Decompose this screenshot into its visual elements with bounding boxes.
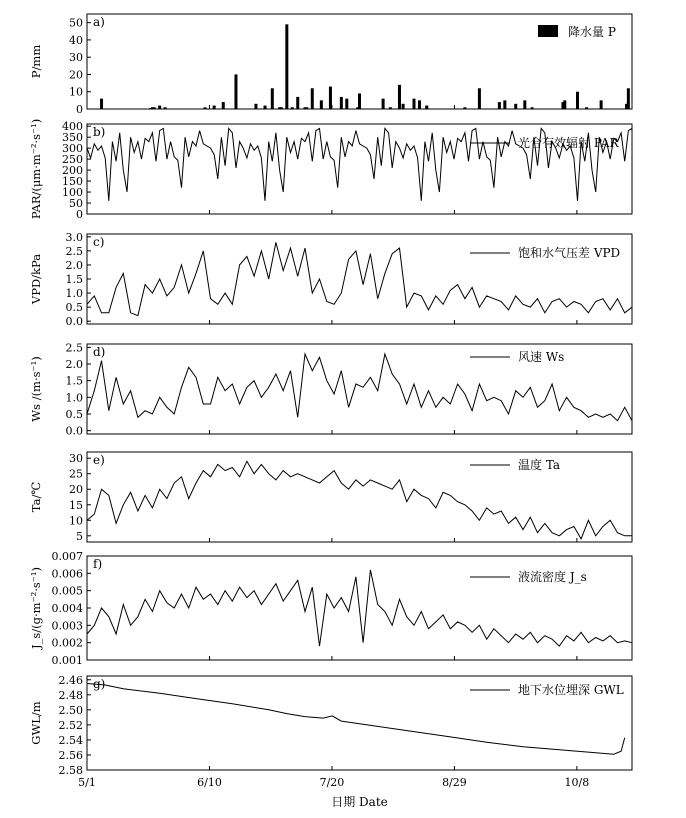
panel-e — [29, 452, 632, 543]
precip-bar — [478, 88, 481, 109]
precip-bar — [563, 100, 566, 109]
precip-bar — [389, 107, 392, 109]
panel-g — [29, 674, 632, 777]
y-axis-label: GWL/m — [29, 701, 43, 745]
y-tick-label: 2.5 — [65, 341, 83, 355]
y-tick-label: 30 — [69, 51, 83, 65]
panel-label: b) — [93, 125, 106, 139]
precip-bar — [418, 100, 421, 109]
precip-bar — [413, 99, 416, 109]
precip-bar — [222, 102, 225, 109]
precip-bar — [213, 106, 216, 109]
legend-label: 风速 Ws — [518, 350, 565, 364]
y-tick-label: 1.0 — [65, 391, 83, 405]
precip-bar — [503, 100, 506, 109]
precip-bar — [264, 106, 267, 109]
precip-bar — [627, 88, 630, 109]
y-tick-label: 2.58 — [58, 764, 83, 777]
legend-label: 饱和水气压差 VPD — [518, 246, 621, 260]
x-tick-label: 10/8 — [564, 776, 590, 789]
legend-swatch — [538, 25, 558, 37]
y-tick-label: 50 — [69, 197, 83, 211]
y-tick-label: 0.004 — [51, 602, 83, 615]
x-tick-label: 7/20 — [319, 776, 345, 789]
x-tick-label: 8/29 — [442, 776, 467, 789]
precip-bar — [305, 107, 308, 109]
panel-d — [29, 341, 632, 437]
y-axis-label: J_s/(g·m⁻²·s⁻¹) — [29, 567, 43, 649]
y-tick-label: 20 — [69, 68, 83, 82]
y-tick-label: 0.5 — [65, 408, 83, 421]
y-tick-label: 10 — [69, 514, 83, 528]
y-tick-label: 250 — [62, 153, 83, 167]
precip-bar — [514, 104, 517, 109]
precip-bar — [358, 93, 361, 109]
y-tick-label: 0 — [76, 208, 83, 221]
y-tick-label: 40 — [69, 33, 83, 47]
y-tick-label: 10 — [69, 85, 83, 99]
y-tick-label: 400 — [62, 120, 83, 134]
y-tick-label: 0.0 — [65, 315, 83, 329]
y-tick-label: 0.002 — [51, 636, 83, 650]
x-axis-label: 日期 Date — [331, 795, 388, 809]
precip-bar — [100, 99, 103, 109]
y-tick-label: 100 — [62, 186, 83, 200]
y-tick-label: 1.5 — [65, 374, 83, 388]
panel-c — [29, 231, 632, 328]
x-tick-label: 5/1 — [78, 776, 96, 789]
y-tick-label: 25 — [69, 467, 83, 481]
precip-bar — [329, 87, 332, 109]
legend-label: 光合有效辐射 PAR — [518, 136, 619, 150]
precip-bar — [340, 97, 343, 109]
y-axis-label: Ws /(m·s⁻¹) — [29, 356, 43, 422]
precip-bar — [463, 107, 466, 109]
y-tick-label: 2.0 — [65, 258, 83, 272]
y-tick-label: 50 — [69, 16, 83, 30]
precip-bar — [498, 102, 501, 109]
precip-bar — [585, 107, 588, 109]
y-tick-label: 1.0 — [65, 287, 83, 301]
legend-label: 液流密度 J_s — [518, 570, 587, 584]
panel-label: g) — [93, 677, 106, 691]
precip-bar — [296, 97, 299, 109]
panel-label: f) — [93, 557, 103, 571]
y-tick-label: 0.007 — [51, 550, 83, 563]
y-tick-label: 0.0 — [65, 424, 83, 438]
panel-label: a) — [93, 15, 105, 29]
precip-bar — [254, 104, 257, 109]
y-axis-label: P/mm — [29, 44, 43, 79]
y-tick-label: 2.50 — [58, 703, 83, 717]
precip-bar — [285, 24, 288, 109]
y-tick-label: 0.005 — [51, 584, 83, 598]
y-tick-label: 200 — [62, 164, 83, 178]
legend-label: 降水量 P — [568, 25, 616, 39]
precip-bar — [523, 100, 526, 109]
precip-bar — [576, 92, 579, 109]
y-tick-label: 1.5 — [65, 273, 83, 286]
legend-label: 温度 Ta — [518, 458, 561, 472]
y-tick-label: 0 — [76, 103, 83, 116]
precip-bar — [382, 99, 385, 109]
y-tick-label: 300 — [62, 142, 83, 156]
panel-a — [29, 14, 632, 116]
precip-bar — [600, 100, 603, 109]
y-tick-label: 2.48 — [58, 688, 83, 702]
precip-bar — [320, 100, 323, 109]
precip-bar — [204, 107, 207, 109]
y-axis-label: Ta/℃ — [29, 481, 43, 513]
y-tick-label: 2.46 — [58, 673, 83, 687]
y-tick-label: 0.006 — [51, 567, 83, 581]
y-axis-label: VPD/kPa — [29, 253, 43, 305]
precip-bar — [398, 85, 401, 109]
y-tick-label: 350 — [62, 131, 83, 145]
precip-bar — [291, 107, 294, 109]
y-tick-label: 2.5 — [65, 244, 83, 258]
precip-bar — [311, 88, 314, 109]
precip-bar — [425, 106, 428, 109]
panel-f — [29, 550, 632, 667]
y-tick-label: 150 — [62, 175, 83, 189]
precip-bar — [345, 99, 348, 109]
y-tick-label: 3.0 — [65, 230, 83, 244]
y-tick-label: 2.52 — [58, 718, 83, 732]
precip-bar — [234, 74, 237, 109]
panel-label: c) — [93, 235, 105, 249]
y-tick-label: 0.001 — [51, 654, 83, 667]
y-axis-label: PAR/(μm·m⁻²·s⁻¹) — [29, 118, 43, 220]
y-tick-label: 15 — [69, 498, 83, 512]
y-tick-label: 0.5 — [65, 301, 83, 315]
panel-label: e) — [93, 453, 105, 467]
y-tick-label: 0.003 — [51, 619, 83, 633]
y-tick-label: 2.56 — [58, 748, 83, 762]
y-tick-label: 20 — [69, 483, 83, 497]
series-line — [87, 461, 632, 539]
x-tick-label: 6/10 — [197, 776, 222, 789]
series-line — [87, 354, 632, 421]
panel-label: d) — [93, 345, 106, 359]
y-tick-label: 2.54 — [58, 733, 83, 747]
precip-bar — [280, 107, 283, 109]
precip-bar — [158, 106, 161, 109]
precip-bar — [164, 107, 167, 109]
y-tick-label: 30 — [69, 452, 83, 466]
y-tick-label: 2.0 — [65, 358, 83, 371]
precip-bar — [153, 107, 156, 109]
legend-label: 地下水位埋深 GWL — [518, 683, 624, 697]
precip-bar — [531, 107, 534, 109]
panel-b — [29, 119, 632, 221]
y-tick-label: 5 — [76, 529, 83, 543]
precip-bar — [402, 104, 405, 109]
precip-bar — [271, 88, 274, 109]
